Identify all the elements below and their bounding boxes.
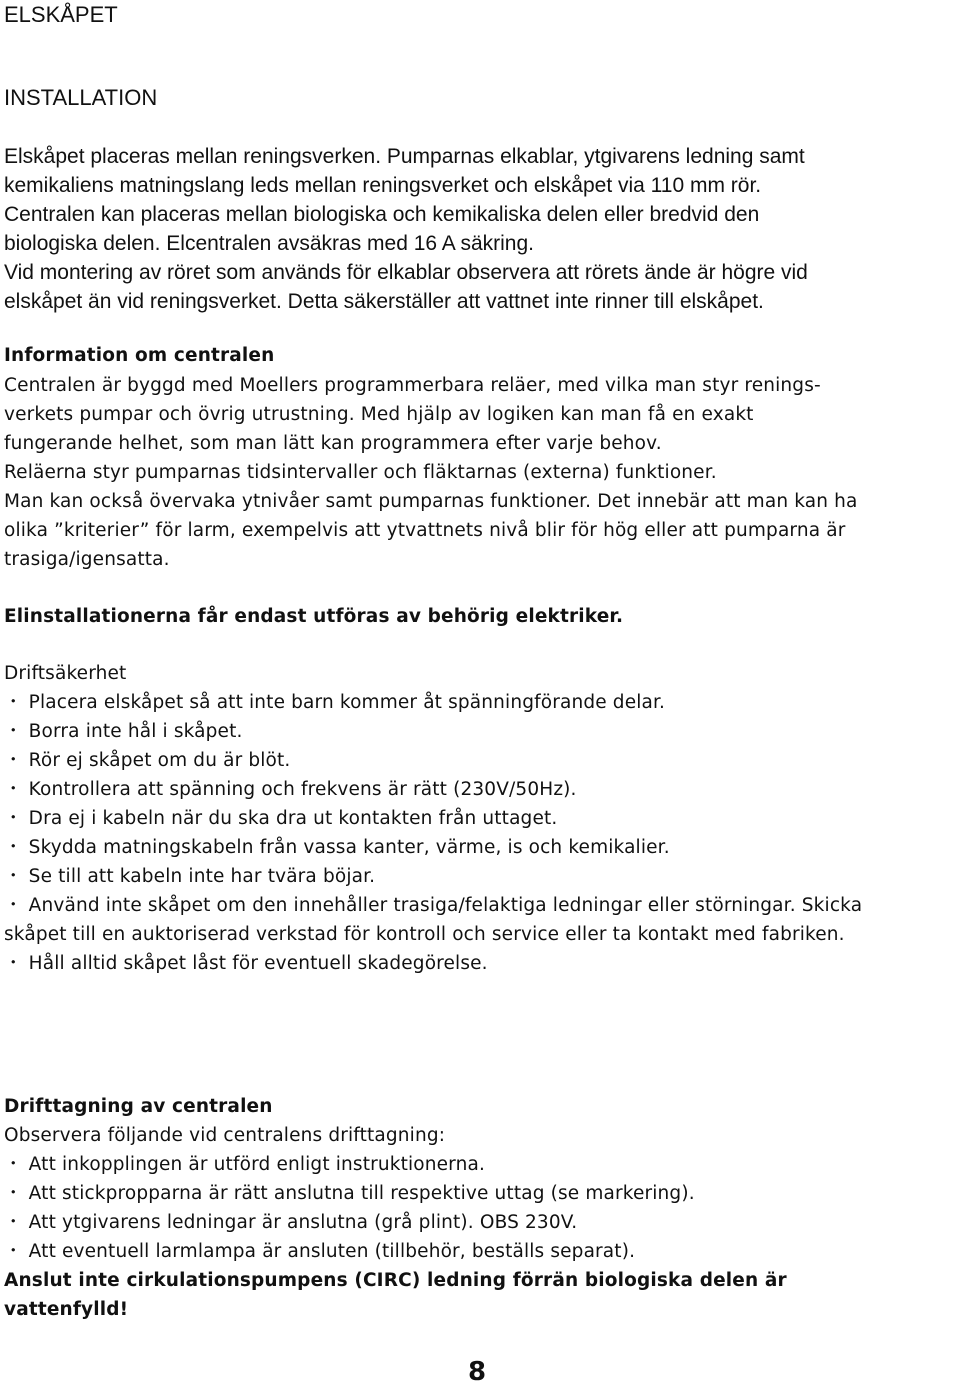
list-item: ・ Kontrollera att spänning och frekvens är rätt (230V/50Hz).: [4, 779, 577, 800]
paragraph-line: olika ”kriterier” för larm, exempelvis att ytvattnets nivå blir för hög eller att pumparna är: [4, 520, 846, 541]
list-item: ・ Använd inte skåpet om den innehåller trasiga/felaktiga ledningar eller störningar. Skicka: [4, 895, 863, 916]
list-item: ・ Att stickpropparna är rätt anslutna till respektive uttag (se markering).: [4, 1183, 695, 1204]
list-item: ・ Rör ej skåpet om du är blöt.: [4, 750, 291, 771]
paragraph-line: elskåpet än vid reningsverket. Detta säkerställer att vattnet inte rinner till elskåpet.: [4, 290, 764, 313]
list-item: ・ Att inkopplingen är utförd enligt instruktionerna.: [4, 1154, 486, 1175]
information-heading: Information om centralen: [4, 345, 275, 366]
list-item: ・ Att ytgivarens ledningar är anslutna (grå plint). OBS 230V.: [4, 1212, 578, 1233]
paragraph-line: fungerande helhet, som man lätt kan programmera efter varje behov.: [4, 433, 662, 454]
notice-line: vattenfylld!: [4, 1299, 129, 1320]
commissioning-intro: Observera följande vid centralens drifttagning:: [4, 1125, 446, 1146]
paragraph-line: trasiga/igensatta.: [4, 549, 170, 570]
commissioning-heading: Drifttagning av centralen: [4, 1096, 273, 1117]
paragraph-line: biologiska delen. Elcentralen avsäkras med 16 A säkring.: [4, 232, 534, 255]
paragraph-line: Vid montering av röret som används för elkablar observera att rörets ände är högre vid: [4, 261, 808, 284]
paragraph-line: Man kan också övervaka ytnivåer samt pumparnas funktioner. Det innebär att man kan ha: [4, 491, 858, 512]
installation-heading: INSTALLATION: [4, 85, 158, 110]
list-item: ・ Skydda matningskabeln från vassa kanter, värme, is och kemikalier.: [4, 837, 670, 858]
list-item: ・ Att eventuell larmlampa är ansluten (tillbehör, beställs separat).: [4, 1241, 636, 1262]
list-item-continuation: skåpet till en auktoriserad verkstad för kontroll och service eller ta kontakt med fabriken.: [4, 924, 845, 945]
list-item: ・ Placera elskåpet så att inte barn kommer åt spänningförande delar.: [4, 692, 666, 713]
list-item: ・ Borra inte hål i skåpet.: [4, 721, 243, 742]
notice-line: Anslut inte cirkulationspumpens (CIRC) ledning förrän biologiska delen är: [4, 1270, 787, 1291]
safety-heading: Driftsäkerhet: [4, 663, 127, 684]
paragraph-line: Centralen kan placeras mellan biologiska och kemikaliska delen eller bredvid den: [4, 203, 760, 226]
paragraph-line: Centralen är byggd med Moellers programmerbara reläer, med vilka man styr renings-: [4, 375, 821, 396]
paragraph-line: kemikaliens matningslang leds mellan reningsverket och elskåpet via 110 mm rör.: [4, 174, 762, 197]
page-number: 8: [468, 1357, 487, 1387]
paragraph-line: verkets pumpar och övrig utrustning. Med hjälp av logiken kan man få en exakt: [4, 404, 754, 425]
list-item: ・ Se till att kabeln inte har tvära böjar.: [4, 866, 376, 887]
electrician-warning: Elinstallationerna får endast utföras av behörig elektriker.: [4, 606, 624, 627]
list-item: ・ Håll alltid skåpet låst för eventuell skadegörelse.: [4, 953, 488, 974]
list-item: ・ Dra ej i kabeln när du ska dra ut kontakten från uttaget.: [4, 808, 558, 829]
page-title: ELSKÅPET: [4, 2, 118, 27]
paragraph-line: Elskåpet placeras mellan reningsverken. Pumparnas elkablar, ytgivarens ledning samt: [4, 145, 805, 168]
paragraph-line: Reläerna styr pumparnas tidsintervaller och fläktarnas (externa) funktioner.: [4, 462, 717, 483]
